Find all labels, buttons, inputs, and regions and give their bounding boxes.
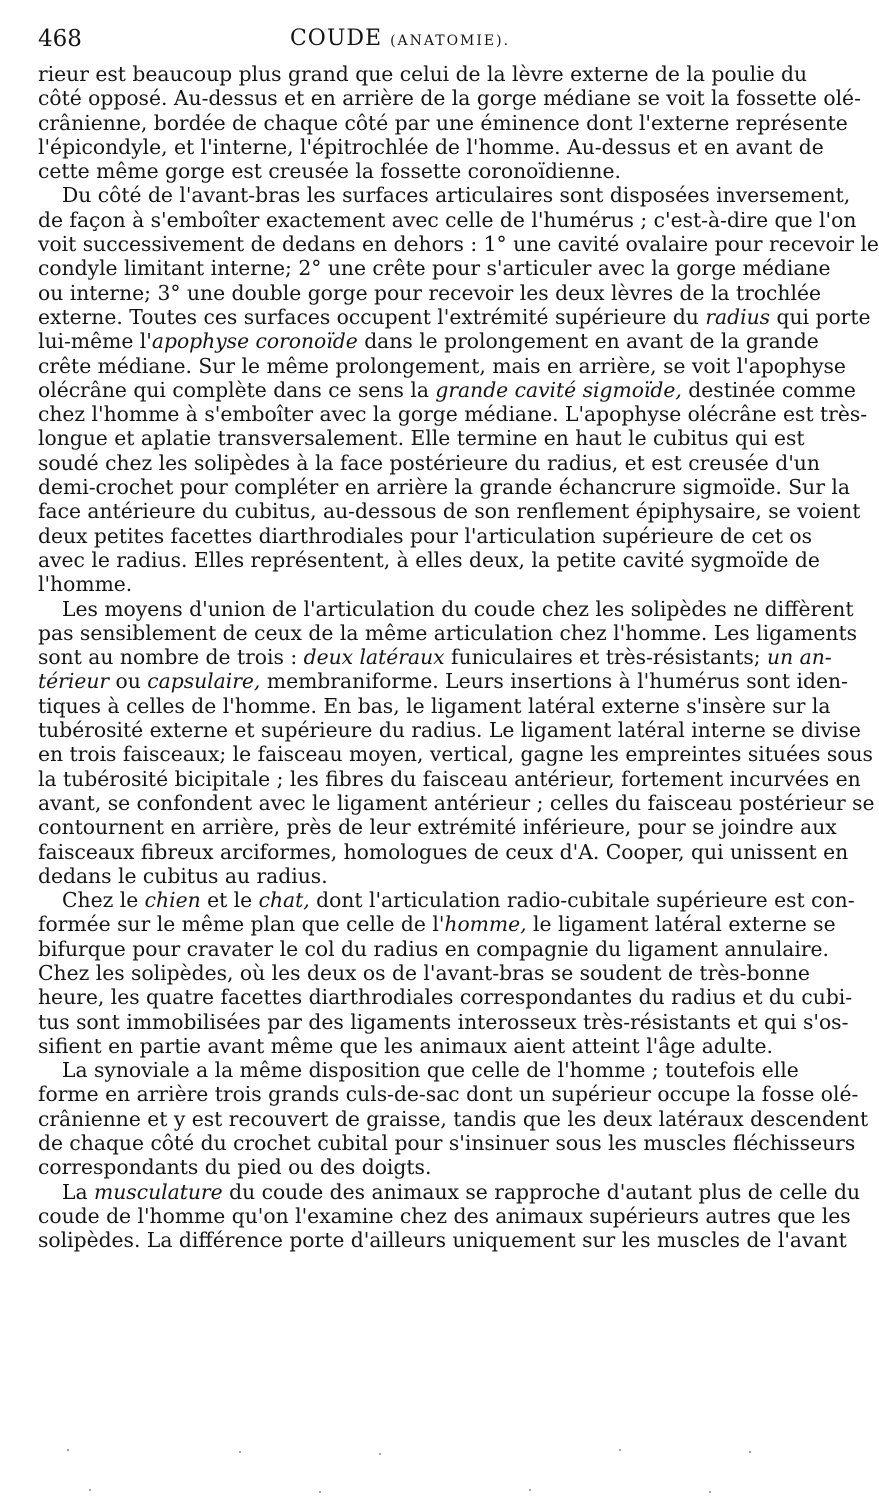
text-run: deux petites facettes diarthrodiales pour l'articulation supérieure de cet os [38, 523, 813, 548]
text-run: dans le prolongement en avant de la grande [357, 329, 819, 354]
text-run: pas sensiblement de ceux de la même articulation chez l'homme. Les ligaments [38, 620, 858, 645]
text-run: la tubérosité bicipitale ; les fibres du faisceau antérieur, fortement incurvées en [38, 766, 861, 791]
text-line [38, 790, 875, 815]
running-title-subtitle: (ANATOMIE). [390, 33, 511, 49]
text-run: tiques à celles de l'homme. En bas, le ligament latéral externe s'insère sur la [38, 693, 831, 718]
text-run: et le [200, 888, 259, 913]
text-line [38, 693, 831, 718]
running-title [38, 26, 762, 51]
running-header [38, 20, 762, 54]
text-line [38, 329, 819, 354]
text-run: externe. Toutes ces surfaces occupent l'extrémité supérieure du [38, 304, 706, 329]
italic-term: musculature [94, 1179, 223, 1204]
text-run: longue et aplatie transversalement. Elle termine en haut le cubitus qui est [38, 426, 805, 451]
text-run: ou interne; 3° une double gorge pour recevoir les deux lèvres de la trochlée [38, 280, 821, 305]
text-line [38, 256, 831, 281]
text-run: sifient en partie avant même que les animaux aient atteint l'âge adulte. [38, 1033, 773, 1058]
text-run: heure, les quatre facettes diarthrodiales correspondantes du radius et du cubi- [38, 985, 853, 1010]
text-line [38, 1009, 849, 1034]
text-run: rieur est beaucoup plus grand que celui de la lèvre externe de la poulie du [38, 62, 808, 86]
italic-term: apophyse coronoïde [151, 329, 358, 354]
text-run: solipèdes. La différence porte d'ailleurs uniquement sur les muscles de l'avant [38, 1228, 847, 1253]
text-run: olécrâne qui complète dans ce sens la [38, 377, 436, 402]
text-line [38, 280, 821, 305]
text-line [38, 304, 871, 329]
text-line [38, 960, 810, 985]
text-line [38, 86, 861, 111]
text-line [38, 1106, 869, 1131]
text-line [38, 159, 768, 183]
text-run: de façon à s'emboîter exactement avec celle de l'humérus ; c'est-à-dire que l'on [38, 207, 857, 232]
text-line [38, 523, 813, 548]
body-text [38, 62, 879, 1253]
text-run: contournent en arrière, près de leur extrémité inférieure, pour se joindre aux [38, 815, 837, 840]
text-run: lui-même l' [38, 329, 152, 354]
text-line [38, 1179, 861, 1204]
text-run: tus sont immobilisées par des ligaments interosseux très-résistants et qui s'os- [38, 1009, 849, 1034]
text-run: funiculaires et très-résistants; [444, 645, 768, 670]
text-run: formée sur le même plan que celle de l' [38, 912, 445, 937]
italic-term: homme, [444, 912, 527, 937]
text-run: correspondants du pied ou des doigts. [38, 1155, 432, 1180]
text-line [38, 1228, 847, 1253]
page-number: 468 [38, 26, 82, 52]
text-line [38, 815, 837, 840]
text-run: le ligament latéral externe se [526, 912, 836, 937]
text-run: destinée comme [681, 377, 856, 402]
italic-term: chien [144, 888, 201, 913]
italic-term: radius [705, 304, 771, 329]
text-run: avant, se confondent avec le ligament antérieur ; celles du faisceau postérieur se [38, 790, 875, 815]
text-run: Du côté de l'avant-bras les surfaces articulaires sont disposées inversement, [62, 183, 851, 208]
text-line [38, 232, 879, 257]
text-run: qui porte [770, 304, 871, 329]
text-line [38, 912, 836, 937]
text-line [38, 1131, 856, 1156]
text-line [38, 402, 868, 427]
text-line [38, 718, 861, 743]
text-line [38, 888, 855, 913]
text-run: coude de l'homme qu'on l'examine chez des animaux supérieurs autres que les [38, 1203, 851, 1228]
text-run: Chez le [62, 888, 145, 913]
text-line [38, 134, 824, 159]
text-run: l'homme. [38, 572, 133, 597]
text-line [38, 742, 873, 767]
text-line [38, 1155, 768, 1179]
text-line [38, 426, 805, 451]
italic-term: un an- [767, 645, 832, 670]
text-line [38, 669, 848, 694]
text-run: Les moyens d'union de l'articulation du coude chez les solipèdes ne diffèrent [62, 596, 854, 621]
text-line [38, 353, 846, 378]
text-run: membraniforme. Leurs insertions à l'humérus sont iden- [260, 669, 848, 694]
text-run: chez l'homme à s'emboîter avec la gorge médiane. L'apophyse olécrâne est très- [38, 402, 868, 427]
text-run: La [62, 1179, 95, 1204]
italic-term: grande cavité sigmoïde, [435, 377, 682, 402]
text-line [38, 1058, 799, 1083]
text-run: faisceaux fibreux arciformes, homologues de ceux d'A. Cooper, qui unissent en [38, 839, 849, 864]
text-run: crânienne et y est recouvert de graisse, tandis que les deux latéraux descendent [38, 1106, 869, 1131]
text-line [38, 864, 768, 888]
text-run: côté opposé. Au-dessus et en arrière de la gorge médiane se voit la fossette olé- [38, 86, 861, 111]
text-run: soudé chez les solipèdes à la face postérieure du radius, et est creusée d'un [38, 450, 820, 475]
text-line [38, 596, 854, 621]
text-line [38, 377, 856, 402]
text-run: avec le radius. Elles représentent, à elles deux, la petite cavité sygmoïde de [38, 547, 820, 572]
text-run: crânienne, bordée de chaque côté par une éminence dont l'externe représente [38, 110, 848, 135]
text-line [38, 839, 849, 864]
text-line [38, 1033, 773, 1058]
italic-term: deux latéraux [303, 645, 445, 670]
text-run: ou [109, 669, 148, 694]
text-line [38, 1203, 851, 1228]
running-title-main: COUDE [289, 26, 383, 51]
text-run: voit successivement de dedans en dehors : 1° une cavité ovalaire pour recevoir le [38, 232, 879, 257]
text-run: cette même gorge est creusée la fossette coronoïdienne. [38, 159, 621, 184]
italic-term: chat, [258, 888, 310, 913]
print-specks [60, 1440, 760, 1500]
text-run: forme en arrière trois grands culs-de-sac dont un supérieur occupe la fosse olé- [38, 1082, 859, 1107]
text-run: sont au nombre de trois : [38, 645, 304, 670]
text-line [38, 985, 853, 1010]
text-line [38, 183, 851, 208]
text-run: l'épicondyle, et l'interne, l'épitrochlée de l'homme. Au-dessus et en avant de [38, 134, 824, 159]
text-line [38, 620, 858, 645]
text-line [38, 1082, 859, 1107]
text-run: condyle limitant interne; 2° une crête pour s'articuler avec la gorge médiane [38, 256, 831, 281]
text-run: du coude des animaux se rapproche d'autant plus de celle du [222, 1179, 861, 1204]
text-line [38, 475, 850, 500]
text-run: face antérieure du cubitus, au-dessous de son renflement épiphysaire, se voient [38, 499, 861, 524]
text-run: Chez les solipèdes, où les deux os de l'avant-bras se soudent de très-bonne [38, 960, 810, 985]
text-run: dedans le cubitus au radius. [38, 863, 328, 888]
text-line [38, 645, 832, 670]
text-run: en trois faisceaux; le faisceau moyen, vertical, gagne les empreintes situées sous [38, 742, 873, 767]
text-line [38, 766, 861, 791]
text-line [38, 936, 829, 961]
text-run: bifurque pour cravater le col du radius en compagnie du ligament annulaire. [38, 936, 829, 961]
text-run: de chaque côté du crochet cubital pour s'insinuer sous les muscles fléchisseurs [38, 1131, 856, 1156]
text-line [38, 62, 808, 86]
text-line [38, 499, 861, 524]
text-line [38, 450, 820, 475]
text-line [38, 110, 848, 135]
italic-term: térieur [38, 669, 110, 694]
text-line [38, 547, 820, 572]
text-run: La synoviale a la même disposition que celle de l'homme ; toutefois elle [62, 1058, 799, 1083]
text-run: crête médiane. Sur le même prolongement, mais en arrière, se voit l'apophyse [38, 353, 846, 378]
text-line [38, 572, 768, 596]
italic-term: capsulaire, [147, 669, 261, 694]
text-run: demi-crochet pour compléter en arrière la grande échancrure sigmoïde. Sur la [38, 475, 850, 500]
text-run: tubérosité externe et supérieure du radius. Le ligament latéral interne se divise [38, 718, 861, 743]
text-run: dont l'articulation radio-cubitale supérieure est con- [309, 888, 855, 913]
text-line [38, 207, 857, 232]
